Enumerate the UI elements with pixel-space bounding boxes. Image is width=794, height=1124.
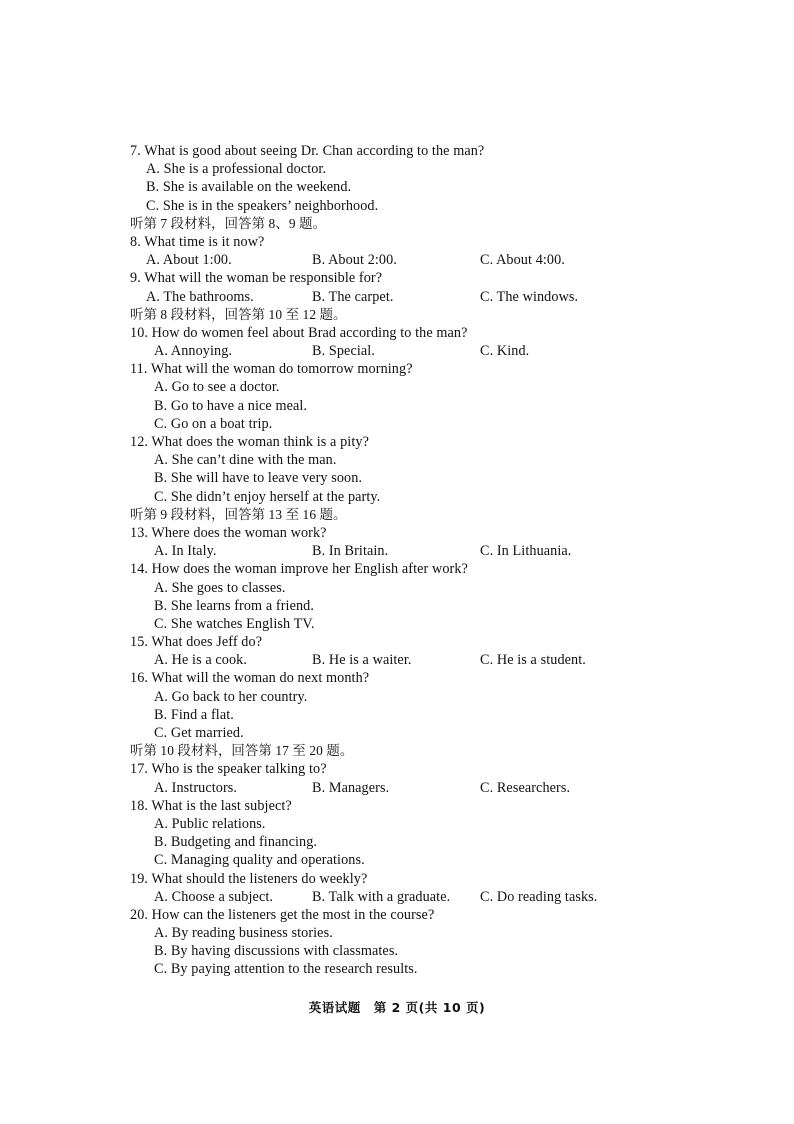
question-14-option-a: A. She goes to classes. bbox=[154, 579, 286, 596]
question-9-option-a: A. The bathrooms. bbox=[146, 288, 254, 305]
question-19-option-b: B. Talk with a graduate. bbox=[312, 888, 451, 905]
question-12-option-a: A. She can’t dine with the man. bbox=[154, 452, 337, 469]
question-11: 11. What will the woman do tomorrow morning? bbox=[130, 361, 413, 378]
question-16-option-c: C. Get married. bbox=[154, 725, 244, 741]
question-18: 18. What is the last subject? bbox=[130, 797, 292, 814]
question-7: 7. What is good about seeing Dr. Chan according to the man? bbox=[130, 143, 485, 159]
question-15-option-c: C. He is a student. bbox=[480, 652, 586, 669]
section-instruction-7: 听第 7 段材料，回答第 8、9 题。 bbox=[130, 215, 327, 231]
question-8-option-c: C. About 4:00. bbox=[480, 252, 565, 269]
section-instruction-8: 听第 8 段材料，回答第 10 至 12 题。 bbox=[130, 306, 347, 322]
question-11-option-c: C. Go on a boat trip. bbox=[154, 415, 273, 432]
question-17-option-b: B. Managers. bbox=[312, 779, 390, 796]
question-11-option-a: A. Go to see a doctor. bbox=[154, 379, 280, 396]
question-8-option-a: A. About 1:00. bbox=[146, 252, 232, 269]
question-20: 20. How can the listeners get the most in the course? bbox=[130, 906, 435, 923]
section-instruction-9: 听第 9 段材料，回答第 13 至 16 题。 bbox=[130, 506, 347, 522]
question-10-options bbox=[0, 342, 794, 360]
question-10-option-b: B. Special. bbox=[312, 343, 375, 360]
question-17-option-c: C. Researchers. bbox=[480, 779, 571, 796]
question-17: 17. Who is the speaker talking to? bbox=[130, 761, 327, 778]
question-8-option-b: B. About 2:00. bbox=[312, 252, 397, 269]
question-18-option-c: C. Managing quality and operations. bbox=[154, 852, 365, 869]
question-10-option-c: C. Kind. bbox=[480, 343, 530, 360]
section-instruction-10: 听第 10 段材料，回答第 17 至 20 题。 bbox=[130, 743, 354, 759]
question-19-option-a: A. Choose a subject. bbox=[154, 888, 274, 905]
question-13-options bbox=[0, 542, 794, 560]
question-12-option-c: C. She didn’t enjoy herself at the party. bbox=[154, 488, 381, 505]
question-7-option-c: C. She is in the speakers’ neighborhood. bbox=[146, 197, 379, 214]
question-20-option-b: B. By having discussions with classmates. bbox=[154, 943, 399, 960]
question-10-option-a: A. Annoying. bbox=[154, 343, 233, 360]
question-16-option-b: B. Find a flat. bbox=[154, 706, 234, 723]
page-footer: 英语试题 第 2 页(共 10 页) bbox=[308, 1000, 486, 1015]
question-18-option-a: A. Public relations. bbox=[154, 815, 266, 832]
question-9: 9. What will the woman be responsible for? bbox=[130, 270, 383, 287]
question-13-option-c: C. In Lithuania. bbox=[480, 543, 572, 560]
question-15: 15. What does Jeff do? bbox=[130, 634, 263, 651]
question-12-option-b: B. She will have to leave very soon. bbox=[154, 470, 363, 487]
question-8-options bbox=[0, 251, 794, 269]
question-14-option-b: B. She learns from a friend. bbox=[154, 597, 314, 614]
question-19-option-c: C. Do reading tasks. bbox=[480, 888, 598, 905]
question-20-option-c: C. By paying attention to the research results. bbox=[154, 961, 418, 978]
question-18-option-b: B. Budgeting and financing. bbox=[154, 834, 318, 851]
question-10: 10. How do women feel about Brad according to the man? bbox=[130, 324, 468, 341]
question-13: 13. Where does the woman work? bbox=[130, 524, 327, 541]
question-9-option-c: C. The windows. bbox=[480, 288, 579, 305]
question-14: 14. How does the woman improve her English after work? bbox=[130, 561, 468, 578]
question-19: 19. What should the listeners do weekly? bbox=[130, 870, 368, 887]
question-20-option-a: A. By reading business stories. bbox=[154, 925, 333, 942]
question-7-option-b: B. She is available on the weekend. bbox=[146, 179, 352, 196]
question-19-options bbox=[0, 888, 794, 906]
question-11-option-b: B. Go to have a nice meal. bbox=[154, 397, 308, 414]
question-7-option-a: A. She is a professional doctor. bbox=[146, 161, 327, 178]
question-15-options bbox=[0, 651, 794, 669]
question-9-options bbox=[0, 288, 794, 306]
question-17-option-a: A. Instructors. bbox=[154, 779, 238, 796]
question-16-option-a: A. Go back to her country. bbox=[154, 688, 308, 705]
question-17-options bbox=[0, 779, 794, 797]
question-8: 8. What time is it now? bbox=[130, 233, 265, 250]
question-9-option-b: B. The carpet. bbox=[312, 288, 394, 305]
question-12: 12. What does the woman think is a pity? bbox=[130, 434, 369, 450]
question-13-option-b: B. In Britain. bbox=[312, 543, 389, 560]
question-15-option-a: A. He is a cook. bbox=[154, 652, 248, 669]
question-13-option-a: A. In Italy. bbox=[154, 543, 217, 560]
question-14-option-c: C. She watches English TV. bbox=[154, 615, 315, 632]
question-15-option-b: B. He is a waiter. bbox=[312, 652, 412, 669]
question-16: 16. What will the woman do next month? bbox=[130, 670, 370, 687]
